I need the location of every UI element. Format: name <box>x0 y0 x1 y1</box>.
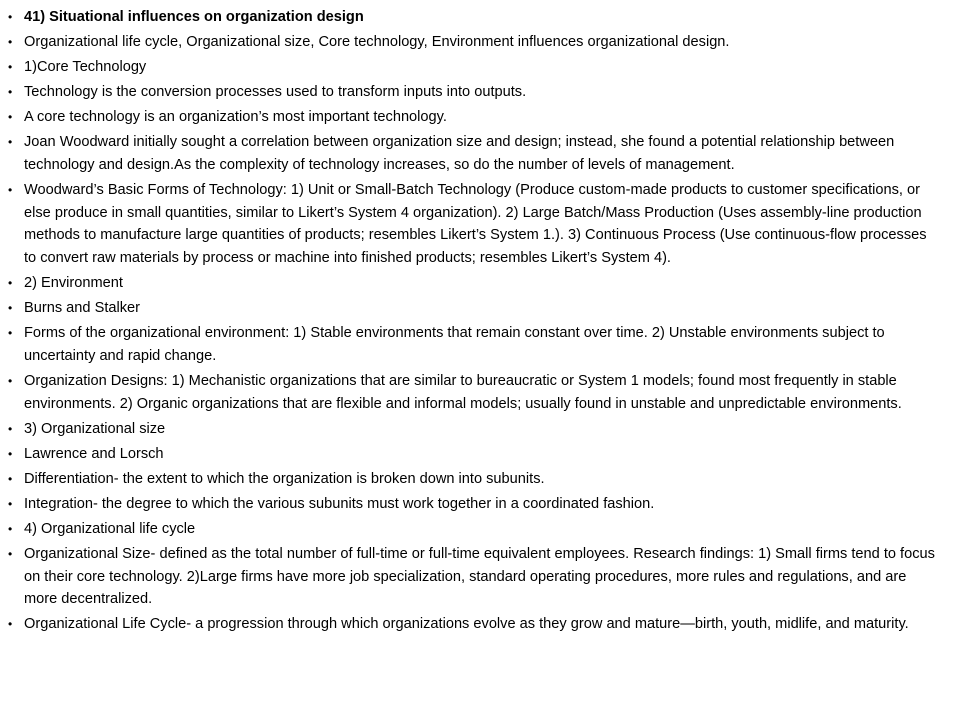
bullet-text: A core technology is an organization’s most important technology. <box>24 109 447 126</box>
bullet-text: Forms of the organizational environment: 1) Stable environments that remain constant over time. 2) Unstable environments subject to uncertainty and rapid change. <box>24 325 885 364</box>
bullet-icon: • <box>8 373 13 388</box>
bullet-icon: • <box>8 183 13 198</box>
bullet-text: 4) Organizational life cycle <box>24 520 196 537</box>
bullet-text: Organizational Size- defined as the total number of full-time or full-time equivalent employees. Research findings: 1) Small firms tend to focus on their core technology. 2)Large firms have more job specialization, standard operating procedures, more rules and regulations, and are more decentralized. <box>24 546 935 608</box>
bullet-icon: • <box>8 10 13 24</box>
bullet-item <box>8 418 940 441</box>
bullet-icon: • <box>8 521 13 536</box>
bullet-icon: • <box>8 60 13 75</box>
bullet-icon: • <box>8 617 13 632</box>
bullet-item <box>8 468 940 491</box>
bullet-text: Organization Designs: 1) Mechanistic organizations that are similar to bureaucratic or System 1 models; found most frequently in stable environments. 2) Organic organizations that are flexible and informal models; usually found in unstable and unpredictable environments. <box>24 372 902 412</box>
bullet-item <box>8 613 940 636</box>
bullet-icon: • <box>8 446 13 461</box>
bullet-icon: • <box>8 496 13 511</box>
bullet-icon: • <box>8 110 13 125</box>
bullet-item <box>8 179 940 269</box>
bullet-item <box>8 272 940 295</box>
slide-title: 41) Situational influences on organization design <box>24 9 364 25</box>
bullet-item <box>8 370 940 415</box>
bullet-text: Technology is the conversion processes used to transform inputs into outputs. <box>24 84 527 101</box>
bullet-item <box>8 297 940 320</box>
bullet-text: 1)Core Technology <box>24 59 147 76</box>
bullet-icon: • <box>8 276 13 291</box>
slide-title-item <box>8 6 940 29</box>
bullet-text: Differentiation- the extent to which the organization is broken down into subunits. <box>24 470 545 487</box>
bullet-text: Woodward’s Basic Forms of Technology: 1) Unit or Small-Batch Technology (Produce custom-made products to customer specifications, or else produce in small quantities, similar to Likert’s System 4 organization). 2) Large Batch/Mass Production (Uses assembly-line production methods to manufacture large quantities of products; resembles Likert’s System 1.). 3) Continuous Process (Use continuous-flow processes to convert raw materials by process or machine into finished products; resembles Likert’s System 4). <box>24 182 927 266</box>
bullet-item <box>8 443 940 466</box>
bullet-icon: • <box>8 326 13 341</box>
bullet-text: Joan Woodward initially sought a correlation between organization size and design; instead, she found a potential relationship between technology and design.As the complexity of technology increases, so do the number of levels of management. <box>24 134 895 174</box>
bullet-text: 3) Organizational size <box>24 420 166 437</box>
bullet-item <box>8 322 940 367</box>
bullet-item <box>8 543 940 611</box>
bullet-icon: • <box>8 421 13 436</box>
bullet-text: Lawrence and Lorsch <box>24 445 164 462</box>
bullet-item <box>8 493 940 516</box>
bullet-icon: • <box>8 301 13 316</box>
bullet-text: Organizational life cycle, Organizational size, Core technology, Environment influences organizational design. <box>24 34 730 51</box>
bullet-icon: • <box>8 35 13 50</box>
bullet-icon: • <box>8 471 13 486</box>
bullet-list <box>8 6 940 636</box>
bullet-text: Organizational Life Cycle- a progression through which organizations evolve as they grow and mature—birth, youth, midlife, and maturity. <box>24 616 909 633</box>
bullet-icon: • <box>8 135 13 150</box>
bullet-text: 2) Environment <box>24 275 123 292</box>
bullet-item <box>8 106 940 129</box>
bullet-icon: • <box>8 547 13 562</box>
bullet-text: Burns and Stalker <box>24 300 141 317</box>
bullet-icon: • <box>8 85 13 100</box>
bullet-item <box>8 56 940 79</box>
bullet-item <box>8 81 940 104</box>
bullet-text: Integration- the degree to which the various subunits must work together in a coordinated fashion. <box>24 495 655 512</box>
bullet-item <box>8 518 940 541</box>
bullet-item <box>8 131 940 176</box>
bullet-item <box>8 31 940 54</box>
